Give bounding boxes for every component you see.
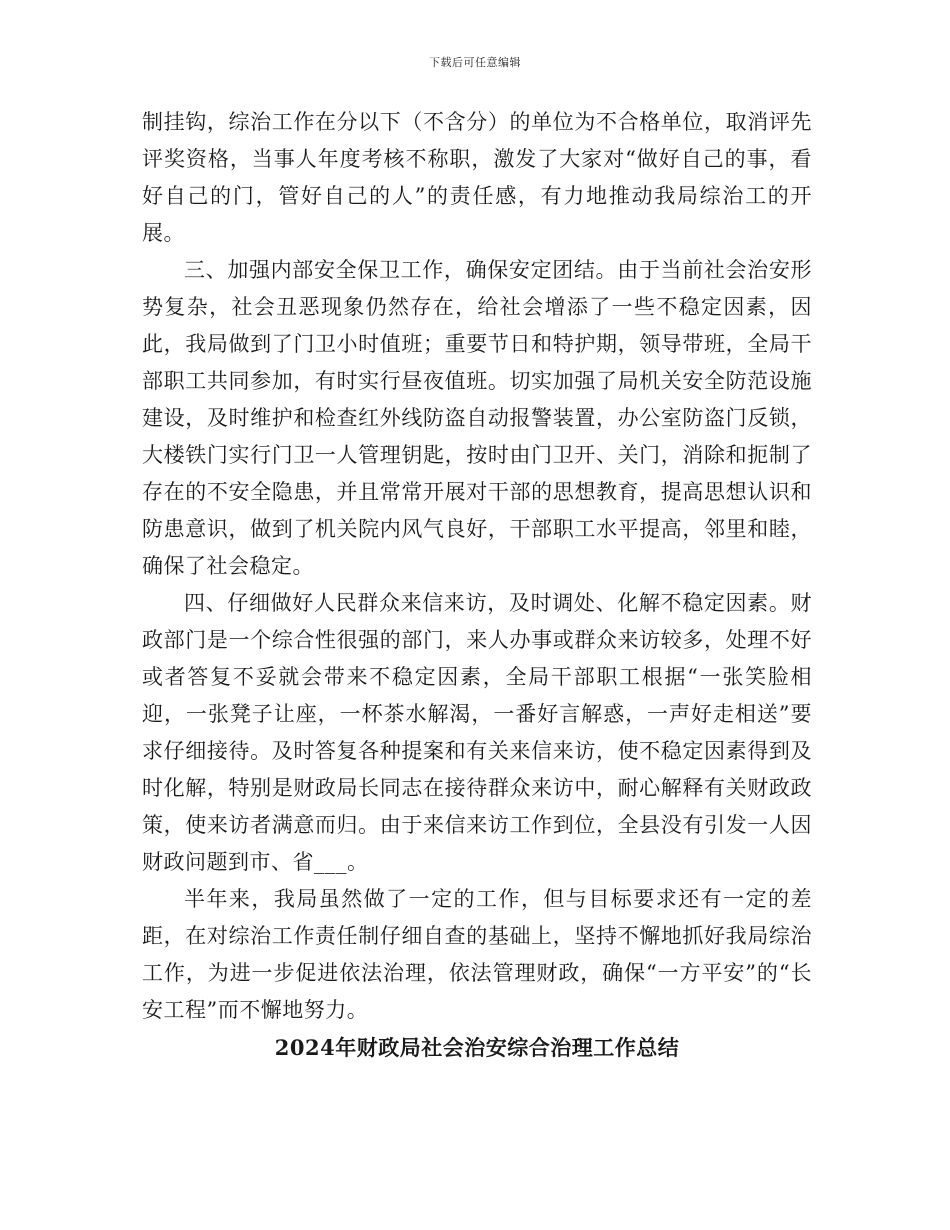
paragraph-section-four: 四、仔细做好人民群众来信来访，及时调处、化解不稳定因素。财政部门是一个综合性很强的部门，来人办事或群众来访较多，处理不好或者答复不妥就会带来不稳定因素，全局干部职工根据“一张笑脸相迎，一张凳子让座，一杯茶水解渴，一番好言解惑，一声好走相送”要求仔细接待。及时答复各种提案和有关来信来访，使不稳定因素得到及时化解，特别是财政局长同志在接待群众来访中，耐心解释有关财政政策，使来访者满意而归。由于来信来访工作到位，全县没有引发一人因财政问题到市、省___。 xyxy=(142,591,812,874)
paragraph-section-three: 三、加强内部安全保卫工作，确保安定团结。由于当前社会治安形势复杂，社会丑恶现象仍然存在，给社会增添了一些不稳定因素，因此，我局做到了门卫小时值班；重要节日和特护期，领导带班，全局干部职工共同参加，有时实行昼夜值班。切实加强了局机关安全防范设施建设，及时维护和检查红外线防盗自动报警装置，办公室防盗门反锁，大楼铁门实行门卫一人管理钥匙，按时由门卫开、关门，消除和扼制了存在的不安全隐患，并且常常开展对干部的思想教育，提高思想认识和防患意识，做到了机关院内风气良好，干部职工水平提高，邻里和睦，确保了社会稳定。 xyxy=(142,258,812,578)
document-body xyxy=(142,104,812,1066)
document-title: 2024年财政局社会治安综合治理工作总结 xyxy=(274,1035,680,1060)
page-header-note: 下载后可任意编辑 xyxy=(429,56,521,69)
paragraph-summary: 半年来，我局虽然做了一定的工作，但与目标要求还有一定的差距，在对综治工作责任制仔细自查的基础上，坚持不懈地抓好我局综治工作，为进一步促进依法治理，依法管理财政，确保“一方平安”的“长安工程”而不懈地努力。 xyxy=(142,887,812,1022)
paragraph-continuation: 制挂钩，综治工作在分以下（不含分）的单位为不合格单位，取消评先评奖资格，当事人年度考核不称职，激发了大家对“做好自己的事，看好自己的门，管好自己的人”的责任感，有力地推动我局综治工的开展。 xyxy=(142,110,812,245)
